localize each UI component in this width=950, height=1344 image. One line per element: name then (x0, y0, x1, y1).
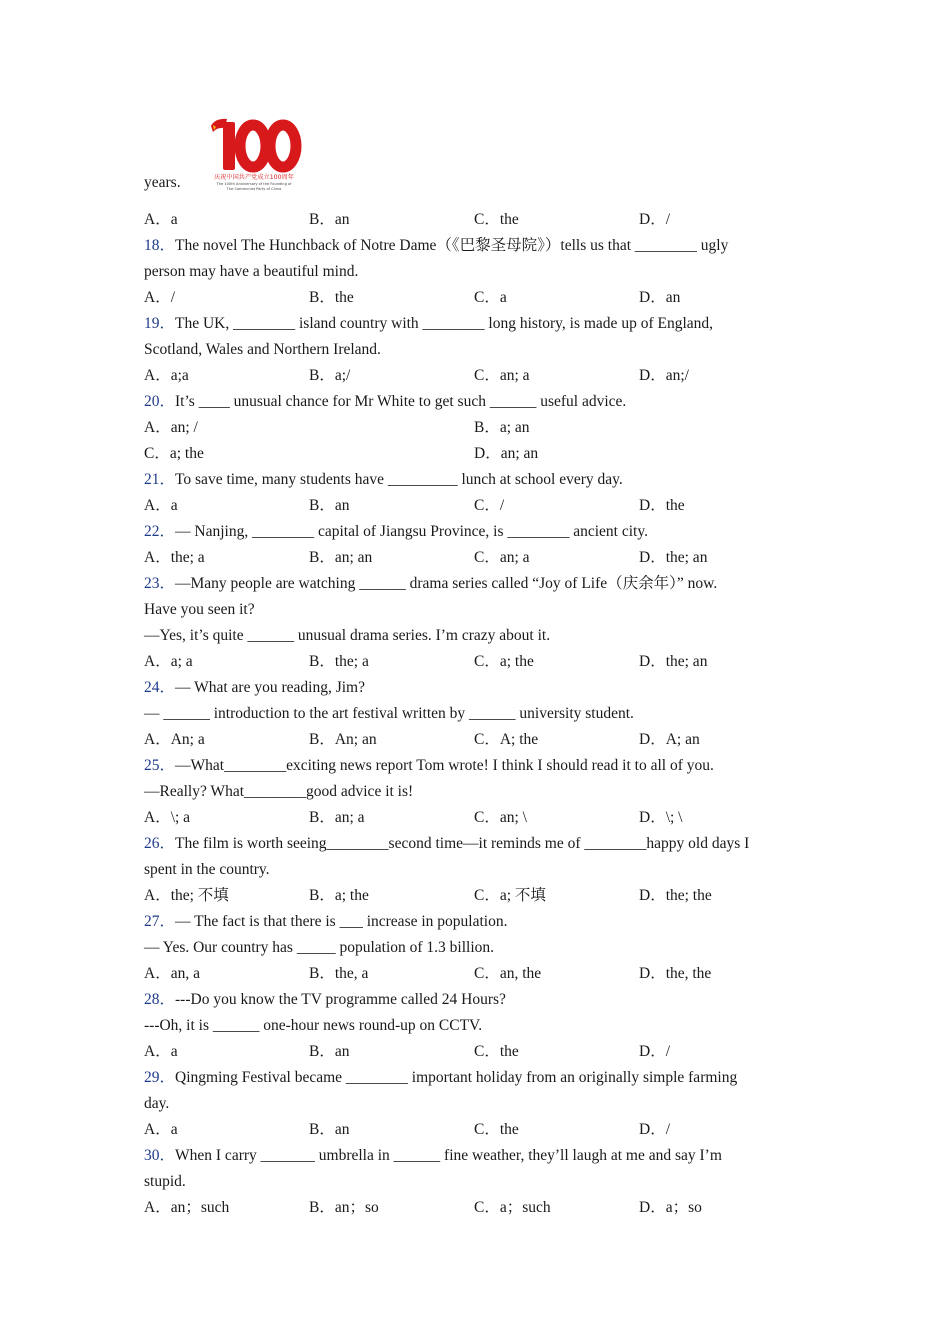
option-c[interactable]: C．A; the (474, 731, 539, 748)
options-row (144, 545, 804, 571)
question-stem (144, 909, 804, 935)
question-number: 18． (144, 237, 176, 254)
option-c[interactable]: C．an, the (474, 965, 542, 982)
digit-zero-2 (270, 125, 296, 167)
option-c[interactable]: C．an; a (474, 549, 530, 566)
question-stem-continued (144, 935, 804, 961)
question-text: —Yes, it’s quite ______ unusual drama series. I’m crazy about it. (144, 627, 551, 644)
option-c[interactable]: C．an; \ (474, 809, 527, 826)
option-b[interactable]: B．the, a (309, 965, 369, 982)
question-stem (144, 831, 804, 857)
options-row (144, 1117, 804, 1143)
question-text: ---Do you know the TV programme called 24 Hours? (175, 991, 506, 1008)
digit-zero-1 (240, 125, 266, 167)
question-text: —What________exciting news report Tom wrote! I think I should read it to all of you. (175, 757, 714, 774)
question-text: — ______ introduction to the art festival written by ______ university student. (144, 705, 634, 722)
options-row (144, 883, 804, 909)
question-stem (144, 675, 804, 701)
question-text: day. (144, 1095, 170, 1112)
question-number: 29． (144, 1069, 176, 1086)
question-text: —Many people are watching ______ drama series called “Joy of Life（庆余年）” now. (175, 575, 718, 592)
option-b[interactable]: B．an (309, 497, 350, 514)
option-c[interactable]: C．a; the (144, 445, 204, 462)
option-a[interactable]: A．the; 不填 (144, 887, 229, 904)
option-a[interactable]: A．\; a (144, 809, 191, 826)
question-text: —Really? What________good advice it is! (144, 783, 414, 800)
option-d[interactable]: D．\; \ (639, 809, 683, 826)
options-row (144, 363, 804, 389)
digit-one (223, 122, 235, 170)
options-row (144, 1195, 804, 1221)
question-text: The UK, ________ island country with ________ long history, is made up of England, (175, 315, 714, 332)
option-a[interactable]: A．an, a (144, 965, 200, 982)
logo-caption-cn: 庆祝中国共产党成立100周年 (213, 174, 294, 181)
option-b[interactable]: B．an; an (309, 549, 373, 566)
option-a[interactable]: A．a (144, 211, 178, 228)
option-d[interactable]: D．the; an (639, 653, 708, 670)
question-stem-continued (144, 597, 804, 623)
option-a[interactable]: A．an；such (144, 1199, 230, 1216)
question-stem (144, 467, 804, 493)
option-b[interactable]: B．a; an (474, 419, 530, 436)
question-number: 25． (144, 757, 176, 774)
option-a[interactable]: A．an; / (144, 419, 198, 436)
question-number: 20． (144, 393, 176, 410)
question-stem-continued (144, 1091, 804, 1117)
option-b[interactable]: B．an; a (309, 809, 365, 826)
question-list (144, 233, 804, 1221)
question-number: 30． (144, 1147, 176, 1164)
question-stem-continued (144, 259, 804, 285)
question-number: 28． (144, 991, 176, 1008)
option-c[interactable]: C．a; 不填 (474, 887, 546, 904)
option-c[interactable]: C．/ (474, 497, 505, 514)
option-d[interactable]: D．an (639, 289, 681, 306)
options-row (144, 493, 804, 519)
option-a[interactable]: A．a (144, 1043, 178, 1060)
option-d[interactable]: D．/ (639, 1121, 671, 1138)
options-row (144, 805, 804, 831)
question-stem-continued (144, 623, 804, 649)
question-text: The film is worth seeing________second time—it reminds me of ________happy old days I (175, 835, 750, 852)
option-a[interactable]: A．the; a (144, 549, 205, 566)
options-row (144, 1039, 804, 1065)
question-stem-continued (144, 701, 804, 727)
party-centenary-logo (205, 116, 303, 192)
option-c[interactable]: C．a (474, 289, 507, 306)
option-c[interactable]: C．the (474, 211, 519, 228)
question-text: stupid. (144, 1173, 186, 1190)
option-b[interactable]: B．the; a (309, 653, 369, 670)
question-stem (144, 1143, 804, 1169)
question-stem-continued (144, 1013, 804, 1039)
options-row (144, 415, 804, 441)
question-text: The novel The Hunchback of Notre Dame（《巴黎圣母院》）tells us that ________ ugly (175, 237, 729, 254)
option-d[interactable]: D．an; an (474, 445, 539, 462)
option-a[interactable]: A．/ (144, 289, 176, 306)
option-d[interactable]: D．the; the (639, 887, 712, 904)
question-stem-continued (144, 337, 804, 363)
option-a[interactable]: A．An; a (144, 731, 205, 748)
question-text: spent in the country. (144, 861, 270, 878)
question-stem (144, 311, 804, 337)
question-stem (144, 571, 804, 597)
option-d[interactable]: D．/ (639, 211, 671, 228)
options-row (144, 727, 804, 753)
option-b[interactable]: B．an (309, 211, 350, 228)
option-d[interactable]: D．the, the (639, 965, 712, 982)
question-stem-continued (144, 1169, 804, 1195)
options-row (144, 649, 804, 675)
option-d[interactable]: D．the; an (639, 549, 708, 566)
question-text: — The fact is that there is ___ increase in population. (175, 913, 508, 930)
question-number: 22． (144, 523, 176, 540)
option-a[interactable]: A．a;a (144, 367, 189, 384)
question-number: 21． (144, 471, 176, 488)
options-row (144, 961, 804, 987)
question-number: 23． (144, 575, 176, 592)
question-text: It’s ____ unusual chance for Mr White to get such ______ useful advice. (175, 393, 627, 410)
question-text: When I carry _______ umbrella in ______ fine weather, they’ll laugh at me and say I’m (175, 1147, 722, 1164)
option-c[interactable]: C．the (474, 1043, 519, 1060)
option-d[interactable]: D．the (639, 497, 685, 514)
option-a[interactable]: A．a (144, 1121, 178, 1138)
intro-text: years. (144, 174, 181, 191)
question-text: Have you seen it? (144, 601, 255, 618)
option-d[interactable]: D．an;/ (639, 367, 689, 384)
question-stem-continued (144, 857, 804, 883)
option-b[interactable]: B．the (309, 289, 354, 306)
question-17-tail (144, 112, 804, 192)
question-text: Qingming Festival became ________ important holiday from an originally simple farming (175, 1069, 738, 1086)
question-number: 27． (144, 913, 176, 930)
question-number: 19． (144, 315, 176, 332)
logo-caption-en-2: The Communist Party of China (226, 187, 281, 191)
question-text: — Yes. Our country has _____ population of 1.3 billion. (144, 939, 495, 956)
question-stem (144, 233, 804, 259)
question-stem (144, 753, 804, 779)
option-c[interactable]: C．the (474, 1121, 519, 1138)
option-b[interactable]: B．an (309, 1043, 350, 1060)
options-row (144, 441, 804, 467)
question-stem (144, 389, 804, 415)
options-row (144, 285, 804, 311)
question-text: — What are you reading, Jim? (175, 679, 365, 696)
question-text: Scotland, Wales and Northern Ireland. (144, 341, 381, 358)
question-stem (144, 519, 804, 545)
option-b[interactable]: B．an (309, 1121, 350, 1138)
option-c[interactable]: C．a；such (474, 1199, 551, 1216)
question-text: — Nanjing, ________ capital of Jiangsu Province, is ________ ancient city. (175, 523, 648, 540)
option-d[interactable]: D．/ (639, 1043, 671, 1060)
question-stem-continued (144, 779, 804, 805)
question-stem (144, 987, 804, 1013)
question-text: person may have a beautiful mind. (144, 263, 359, 280)
question-stem (144, 1065, 804, 1091)
option-a[interactable]: A．a; a (144, 653, 193, 670)
question-text: To save time, many students have _________ lunch at school every day. (175, 471, 623, 488)
option-c[interactable]: C．a; the (474, 653, 534, 670)
exam-page (144, 112, 804, 1221)
question-number: 26． (144, 835, 176, 852)
q17-options (144, 207, 804, 233)
option-b[interactable]: B．an；so (309, 1199, 379, 1216)
logo-caption-en-1: The 100th Anniversary of the Founding of (216, 182, 292, 186)
option-b[interactable]: B．a; the (309, 887, 369, 904)
option-d[interactable]: D．A; an (639, 731, 700, 748)
option-c[interactable]: C．an; a (474, 367, 530, 384)
option-b[interactable]: B．An; an (309, 731, 377, 748)
option-b[interactable]: B．a;/ (309, 367, 351, 384)
question-number: 24． (144, 679, 176, 696)
option-d[interactable]: D．a；so (639, 1199, 702, 1216)
question-text: ---Oh, it is ______ one-hour news round-up on CCTV. (144, 1017, 483, 1034)
option-a[interactable]: A．a (144, 497, 178, 514)
